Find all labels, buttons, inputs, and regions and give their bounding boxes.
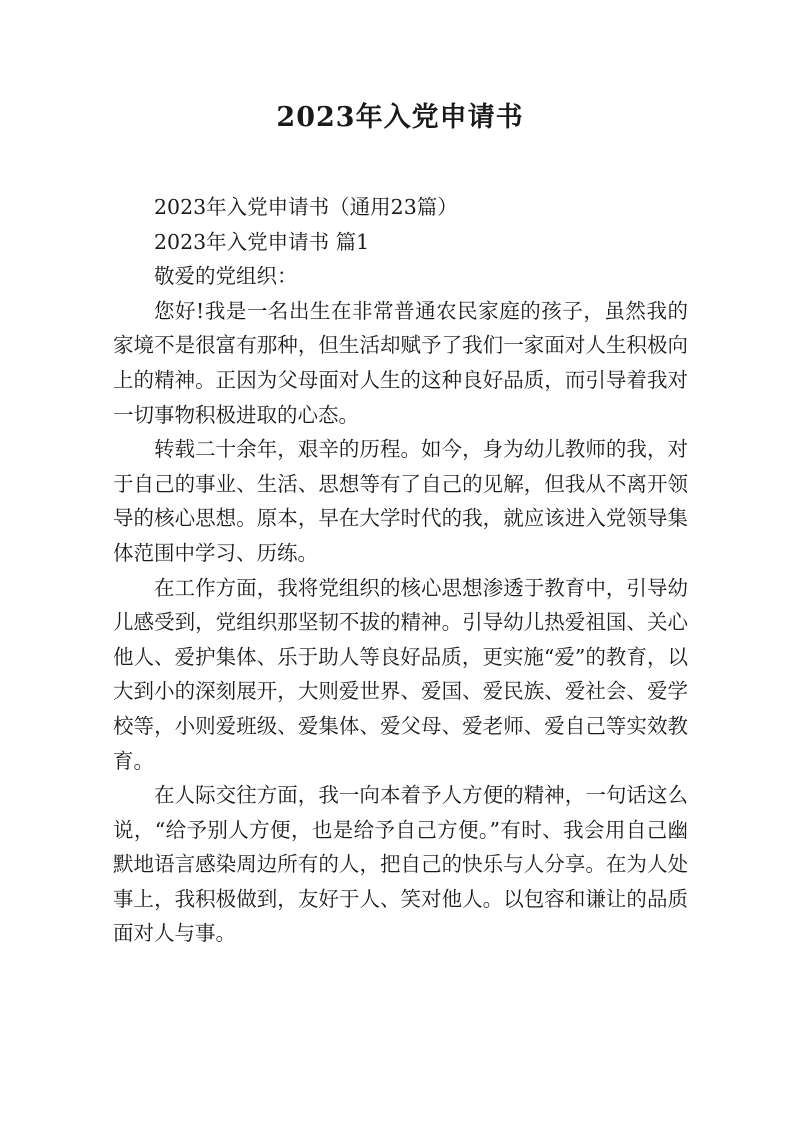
paragraph: 您好!我是一名出生在非常普通农民家庭的孩子，虽然我的家境不是很富有那种，但生活却赋予了我们一家面对人生积极向上的精神。正因为父母面对人生的这种良好品质，而引导着我对一切事物积极进取的心态。 <box>113 298 688 427</box>
paragraph: 在工作方面，我将党组织的核心思想渗透于教育中，引导幼儿感受到，党组织那坚韧不拔的精神。引导幼儿热爱祖国、关心他人、爱护集体、乐于助人等良好品质，更实施“爱”的教育，以大到小的深刻展开，大则爱世界、爱国、爱民族、爱社会、爱学校等，小则爱班级、爱集体、爱父母、爱老师、爱自己等实效教育。 <box>113 575 688 773</box>
subtitle-line: 2023年入党申请书（通用23篇） <box>154 195 458 219</box>
paragraph: 转载二十余年，艰辛的历程。如今，身为幼儿教师的我，对于自己的事业、生活、思想等有了自己的见解，但我从不离开领导的核心思想。原本，早在大学时代的我，就应该进入党领导集体范围中学习、历练。 <box>113 437 688 565</box>
paragraph: 在人际交往方面，我一向本着予人方便的精神，一句话这么说，“给予别人方便，也是给予自己方便。”有时、我会用自己幽默地语言感染周边所有的人，把自己的快乐与人分享。在为人处事上，我积极做到，友好于人、笑对他人。以包容和谦让的品质面对人与事。 <box>113 783 688 946</box>
document-title: 2023年入党申请书 <box>276 102 524 133</box>
salutation: 敬爱的党组织： <box>154 264 298 289</box>
section-heading: 2023年入党申请书 篇1 <box>154 229 370 254</box>
document-body <box>113 190 688 951</box>
